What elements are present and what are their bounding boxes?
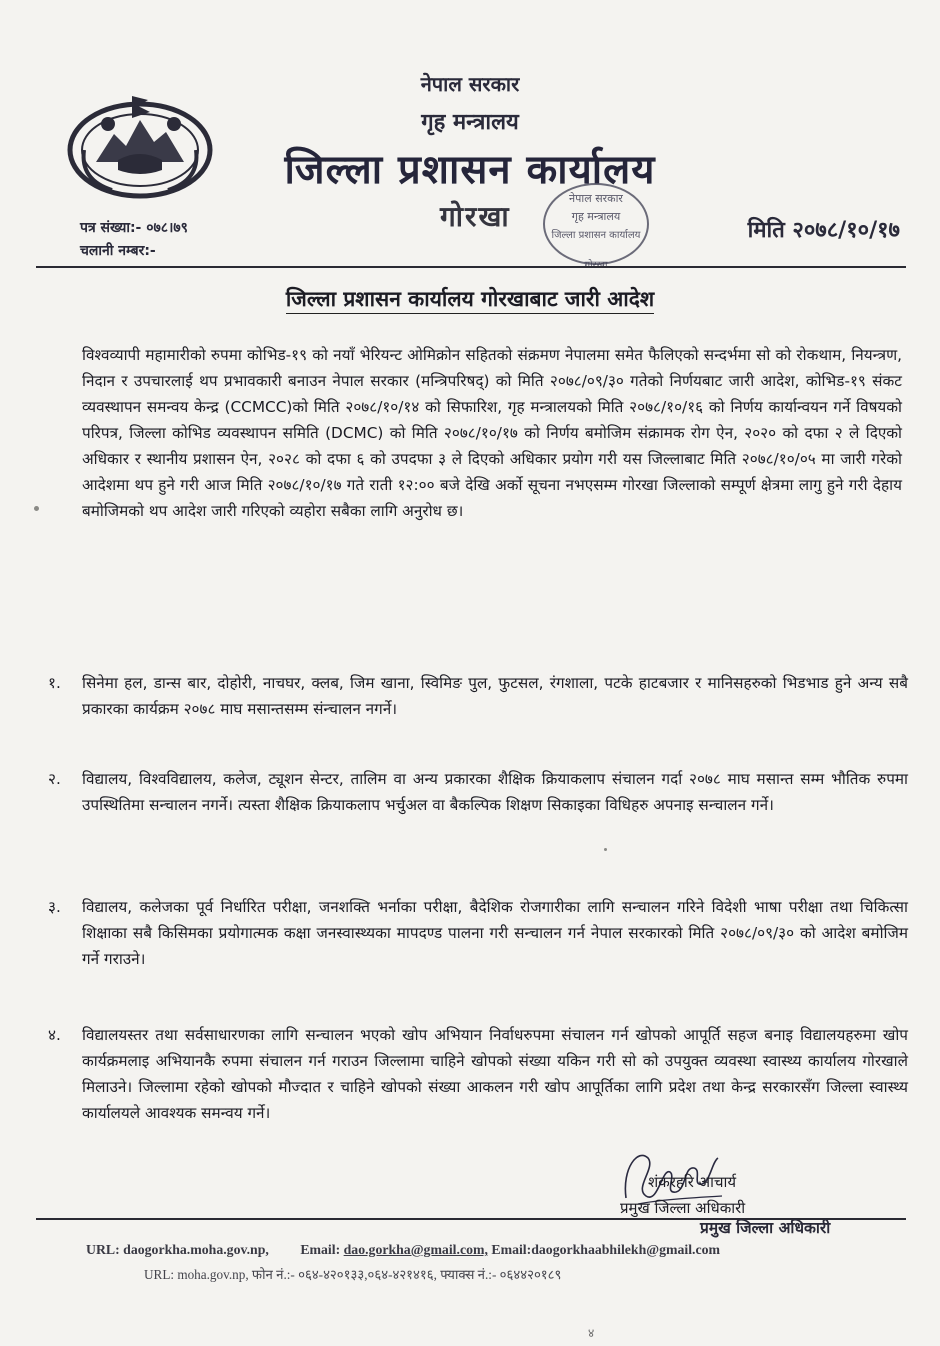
item-number: ३. (48, 898, 61, 916)
item-text: विद्यालय, कलेजका पूर्व निर्धारित परीक्षा, जनशक्ति भर्नाका परीक्षा, बैदेशिक रोजगारीका लागि सन्चालन गरिने विदेशी भाषा परीक्षा तथा चिकित्सा शिक्षाका सबै किसिमका प्रयोगात्मक कक्षा जनस्वास्थ्यका मापदण्ड पालना गरी सन्चालन गर्न नेपाल सरकारको मिति २०७८/०९/३० को आदेश बमोजिम गर्ने गराउने। (82, 898, 908, 968)
seal-text-1: नेपाल सरकार (569, 192, 623, 205)
footer-url: URL: daogorkha.moha.gov.np, (86, 1242, 269, 1257)
office-name: जिल्ला प्रशासन कार्यालय (284, 147, 656, 193)
subject-text: जिल्ला प्रशासन कार्यालय गोरखाबाट जारी आदेश (286, 287, 654, 314)
dispatch-number: चलानी नम्बर:- (80, 243, 156, 259)
page-mark: ४ (588, 1326, 595, 1340)
letter-date: मिति २०७८/१०/१७ (747, 218, 900, 243)
signatory-stamp: प्रमुख जिल्ला अधिकारी (700, 1219, 831, 1237)
item-number: १. (48, 674, 61, 692)
item-number: ४. (48, 1026, 61, 1044)
order-item (48, 766, 908, 818)
footer-contact-line (86, 1242, 720, 1258)
district-name: गोरखा (440, 200, 511, 233)
order-subject (0, 285, 940, 313)
header-divider (36, 266, 906, 268)
footer-phone-line: URL: moha.gov.np, फोन नं.:- ०६४-४२०१३३,०६४-४२१४१६, फ्याक्स नं.:- ०६४४२०१८९ (144, 1267, 562, 1282)
government-name: नेपाल सरकार (420, 72, 520, 96)
order-item (48, 1022, 908, 1126)
signatory-title: प्रमुख जिल्ला अधिकारी (620, 1199, 746, 1217)
ministry-name: गृह मन्त्रालय (421, 110, 519, 135)
seal-text-2: गृह मन्त्रालय (571, 210, 621, 223)
intro-paragraph: विश्वव्यापी महामारीको रुपमा कोभिड-१९ को नयाँ भेरियन्ट ओमिक्रोन सहितको संक्रमण नेपालमा समेत फैलिएको सन्दर्भमा सो को रोकथाम, नियन्त्रण, निदान र उपचारलाई थप प्रभावकारी बनाउन नेपाल सरकार (मन्त्रिपरिषद्) को मिति २०७८/०९/३० गतेको निर्णयबाट जारी आदेश, कोभिड-१९ संकट व्यवस्थापन समन्वय केन्द्र (CCMCC)को मिति २०७८/१०/१४ को सिफारिश, गृह मन्त्रालयको मिति २०७८/१०/१६ को निर्णय कार्यान्वयन गर्ने विषयको परिपत्र, जिल्ला कोभिड व्यवस्थापन समिति (DCMC) को मिति २०७८/१०/१७ को निर्णय बमोजिम संक्रामक रोग ऐन, २०२० को दफा २ ले दिएको अधिकार र स्थानीय प्रशासन ऐन, २०२८ को दफा ६ को उपदफा ३ ले दिएको अधिकार प्रयोग गरी यस जिल्लाबाट मिति २०७८/१०/०५ मा जारी गरेको आदेशमा थप हुने गरी आज मिति २०७८/१०/१७ गते राती १२:०० बजे देखि अर्को सूचना नभएसम्म गोरखा जिल्लाको सम्पूर्ण क्षेत्रमा लागु हुने गरी देहाय बमोजिमको थप आदेश जारी गरिएको व्यहोरा सबैका लागि अनुरोध छ। (82, 346, 902, 520)
item-number: २. (48, 770, 61, 788)
seal-text-4: गोरखा (584, 260, 608, 271)
item-text: सिनेमा हल, डान्स बार, दोहोरी, नाचघर, क्लब, जिम खाना, स्विमिङ पुल, फुटसल, रंगशाला, पटके हाटबजार र मानिसहरुको भिडभाड हुने अन्य सबै प्रकारका कार्यक्रम २०७८ माघ मसान्तसम्म संन्चालन नगर्ने। (82, 674, 908, 718)
signatory-name: शंकरहरि आचार्य (648, 1173, 737, 1191)
order-item (48, 670, 908, 722)
scan-speck (34, 506, 39, 511)
footer-email-link[interactable]: dao.gorkha@gmail.com, (343, 1242, 488, 1257)
scan-speck (604, 848, 607, 851)
office-seal-stamp (536, 178, 656, 274)
item-text: विद्यालयस्तर तथा सर्वसाधारणका लागि सन्चालन भएको खोप अभियान निर्वाधरुपमा संचालन गर्न खोपको आपूर्ति सहज बनाइ विद्यालयहरुमा खोप कार्यक्रमलाइ अभियानकै रुपमा संचालन गर्न गराउन जिल्लामा चाहिने खोपको संख्या यकिन गरी सो को उपयुक्त व्यवस्था स्वास्थ्य कार्यालय गोरखाले मिलाउने। जिल्लामा रहेको खोपको मौज्दात र चाहिने खोपको संख्या आकलन गरी खोप आपूर्तिका लागि प्रदेश तथा केन्द्र सरकारसँग जिल्ला स्वास्थ्य कार्यालयले आवश्यक समन्वय गर्ने। (82, 1026, 908, 1122)
seal-text-3: जिल्ला प्रशासन कार्यालय (551, 230, 641, 241)
item-text: विद्यालय, विश्वविद्यालय, कलेज, ट्यूशन सेन्टर, तालिम वा अन्य प्रकारका शैक्षिक क्रियाकलाप संचालन गर्दा २०७८ माघ मसान्त सम्म भौतिक रुपमा उपस्थितिमा सन्चालन नगर्ने। त्यस्ता शैक्षिक क्रियाकलाप भर्चुअल वा बैकल्पिक शिक्षण सिकाइका विधिहरु अपनाइ सन्चालन गर्ने। (82, 770, 908, 814)
footer-email-label: Email: (300, 1242, 341, 1257)
letter-reference-number: पत्र संख्या:- ०७८।७९ (80, 220, 188, 236)
footer-email-2: Email:daogorkhaabhilekh@gmail.com (491, 1242, 721, 1257)
order-item (48, 894, 908, 972)
